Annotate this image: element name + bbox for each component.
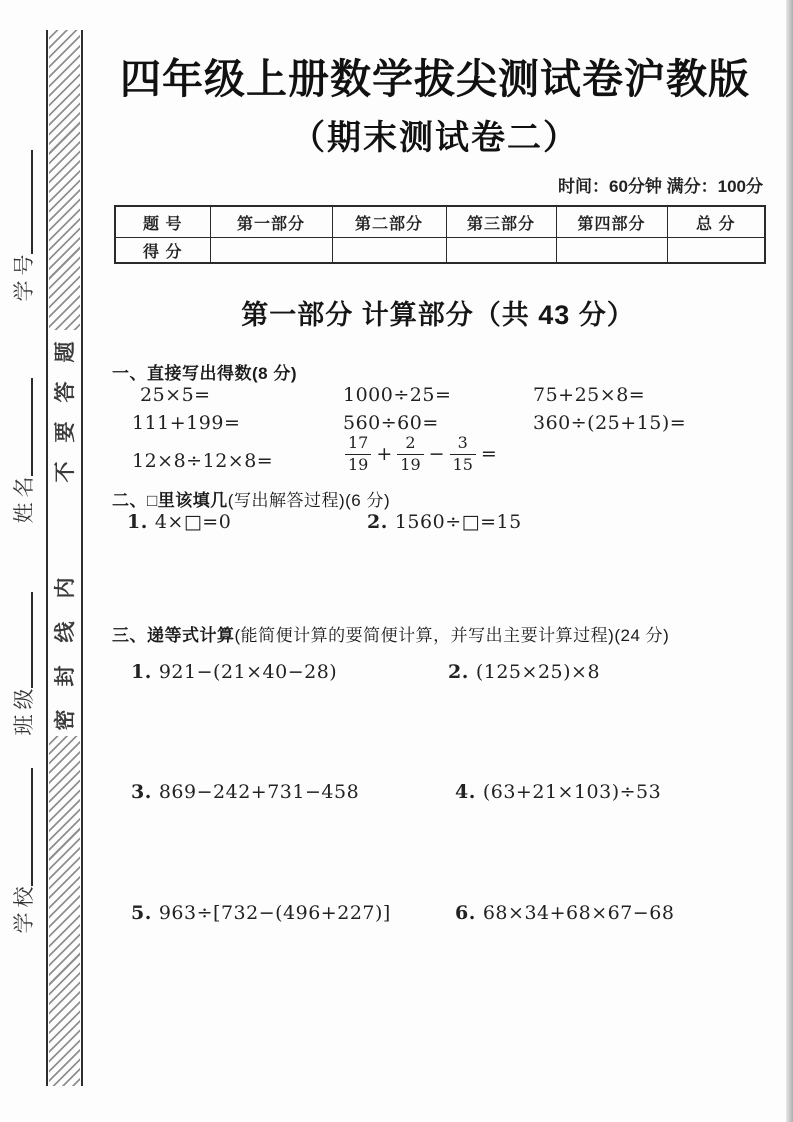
problem-item xyxy=(127,511,231,533)
time-and-score-info: 时间：60分钟 满分：100分 xyxy=(558,177,763,196)
seal-warning-text-upper: 题 答 要 不 xyxy=(51,341,77,483)
problem-number: 6. xyxy=(455,902,476,924)
math-expression: 111+199= xyxy=(132,412,241,434)
part2-title: 二、□里该填几(写出解答过程)(6 分) xyxy=(112,491,391,510)
class-label: 级 班 xyxy=(12,688,36,736)
problem-item xyxy=(131,661,337,683)
math-expression: 963÷[732−(496+227)] xyxy=(158,902,391,924)
problem-item xyxy=(367,511,522,533)
section1-heading: 第一部分 计算部分（共 43 分） xyxy=(241,300,635,330)
score-table-header-part4: 第四部分 xyxy=(556,206,667,238)
score-row-label: 得 分 xyxy=(115,238,210,264)
school-label: 校 学 xyxy=(12,886,36,934)
page-title: 四年级上册数学拔尖测试卷沪教版 xyxy=(120,56,750,102)
problem-item xyxy=(131,902,391,924)
seal-line-left xyxy=(46,30,48,1086)
score-cell-total xyxy=(667,238,765,264)
score-table-header-total: 总 分 xyxy=(667,206,765,238)
problem-number: 5. xyxy=(131,902,152,924)
math-expression: 1560÷□=15 xyxy=(394,511,522,533)
math-expression: (63+21×103)÷53 xyxy=(482,781,662,803)
part3-title: 三、递等式计算(能简便计算的要简便计算，并写出主要计算过程)(24 分) xyxy=(112,626,670,645)
score-cell-part2 xyxy=(332,238,446,264)
math-expression: 75+25×8= xyxy=(533,384,646,406)
problem-item xyxy=(131,781,359,803)
problem-item xyxy=(455,781,661,803)
fraction-term: $\frac{2}{19}$ xyxy=(397,435,423,474)
problem-number: 2. xyxy=(367,511,388,533)
score-table-header-part3: 第三部分 xyxy=(446,206,556,238)
scan-edge-shadow xyxy=(786,0,793,1122)
math-expression: 360÷(25+15)= xyxy=(533,412,687,434)
fraction-term: $\frac{17}{19}$ xyxy=(345,435,371,474)
page-subtitle: （期末测试卷二） xyxy=(291,119,579,157)
score-table-header-part2: 第二部分 xyxy=(332,206,446,238)
equals-sign: = xyxy=(480,443,497,466)
math-expression: 25×5= xyxy=(140,384,211,406)
problem-item xyxy=(448,661,600,683)
school-blank-line xyxy=(31,768,33,886)
fraction-term: $\frac{3}{15}$ xyxy=(450,435,476,474)
seal-hatch-bottom xyxy=(49,736,80,1086)
score-cell-part3 xyxy=(446,238,556,264)
problem-number: 1. xyxy=(131,661,152,683)
math-expression: 921−(21×40−28) xyxy=(158,661,338,683)
problem-number: 4. xyxy=(455,781,476,803)
math-expression: 560÷60= xyxy=(343,412,439,434)
seal-hatch-top xyxy=(49,30,80,330)
student-id-label: 号 学 xyxy=(12,254,36,302)
score-table-header-part1: 第一部分 xyxy=(210,206,332,238)
problem-number: 2. xyxy=(448,661,469,683)
name-label: 名 姓 xyxy=(12,476,36,524)
plus-operator: + xyxy=(376,443,393,466)
student-id-blank-line xyxy=(31,150,33,254)
math-expression: 12×8÷12×8= xyxy=(132,450,274,472)
problem-number: 1. xyxy=(127,511,148,533)
math-expression: 1000÷25= xyxy=(343,384,452,406)
score-table-header-question: 题 号 xyxy=(115,206,210,238)
seal-line-right xyxy=(81,30,83,1086)
class-blank-line xyxy=(31,592,33,688)
math-expression: (125×25)×8 xyxy=(475,661,601,683)
math-expression: 4×□=0 xyxy=(154,511,232,533)
math-expression: 869−242+731−458 xyxy=(158,781,360,803)
problem-item xyxy=(455,902,674,924)
math-expression: 68×34+68×67−68 xyxy=(482,902,675,924)
score-cell-part4 xyxy=(556,238,667,264)
problem-number: 3. xyxy=(131,781,152,803)
minus-operator: − xyxy=(428,443,445,466)
name-blank-line xyxy=(31,378,33,476)
seal-warning-text-lower: 内 线 封 密 xyxy=(51,577,77,731)
score-table xyxy=(114,205,766,264)
fraction-expression xyxy=(341,435,498,474)
score-cell-part1 xyxy=(210,238,332,264)
part1-title: 一、直接写出得数(8 分) xyxy=(112,364,297,383)
